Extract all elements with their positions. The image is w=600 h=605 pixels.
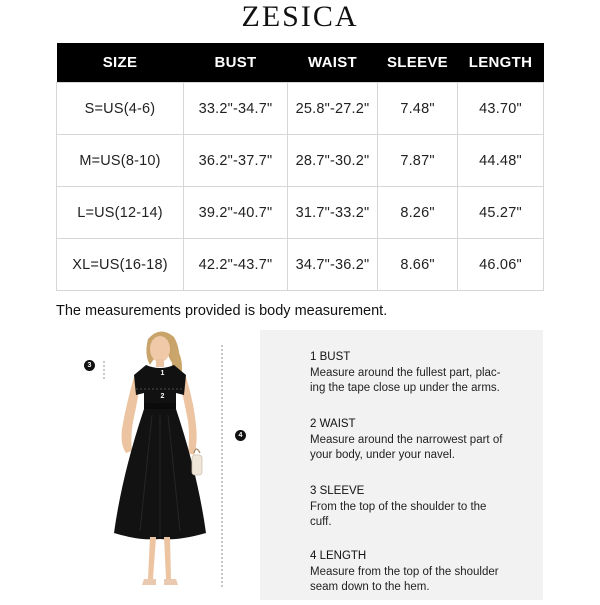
header-sleeve: SLEEVE <box>378 43 458 83</box>
cell-size: L=US(12-14) <box>57 187 184 239</box>
measure-length-title: 4 LENGTH <box>310 550 367 562</box>
measure-sleeve-text-line: From the top of the shoulder to the <box>310 501 487 513</box>
cell-sleeve: 7.87" <box>378 135 458 187</box>
badge-sleeve: 3 <box>84 360 95 371</box>
model-figure <box>60 325 260 600</box>
header-bust: BUST <box>184 43 288 83</box>
table-row <box>57 187 544 239</box>
cell-sleeve: 8.66" <box>378 239 458 291</box>
cell-waist: 28.7"-30.2" <box>288 135 378 187</box>
cell-waist: 25.8"-27.2" <box>288 83 378 135</box>
size-chart-table <box>56 43 544 291</box>
header-waist: WAIST <box>288 43 378 83</box>
cell-waist: 34.7"-36.2" <box>288 239 378 291</box>
measure-length <box>310 549 525 595</box>
cell-bust: 33.2"-34.7" <box>184 83 288 135</box>
brand-logo: ZESICA <box>241 0 359 33</box>
measure-length-text-line: Measure from the top of the shoulder <box>310 566 499 578</box>
table-row <box>57 135 544 187</box>
measure-sleeve <box>310 484 525 530</box>
measure-waist-title: 2 WAIST <box>310 418 356 430</box>
cell-length: 46.06" <box>458 239 544 291</box>
measurement-note: The measurements provided is body measurement. <box>56 303 388 319</box>
cell-size: S=US(4-6) <box>57 83 184 135</box>
cell-length: 44.48" <box>458 135 544 187</box>
measure-length-text-line: seam down to the hem. <box>310 581 430 593</box>
cell-bust: 36.2"-37.7" <box>184 135 288 187</box>
measure-bust <box>310 350 525 396</box>
badge-waist: 2 <box>157 391 168 402</box>
measure-bust-title: 1 BUST <box>310 351 351 363</box>
table-header-row <box>57 43 544 83</box>
measure-sleeve-title: 3 SLEEVE <box>310 485 365 497</box>
cell-bust: 39.2"-40.7" <box>184 187 288 239</box>
cell-length: 43.70" <box>458 83 544 135</box>
cell-size: XL=US(16-18) <box>57 239 184 291</box>
measure-sleeve-text-line: cuff. <box>310 516 332 528</box>
cell-waist: 31.7"-33.2" <box>288 187 378 239</box>
badge-length: 4 <box>235 430 246 441</box>
cell-size: M=US(8-10) <box>57 135 184 187</box>
cell-sleeve: 7.48" <box>378 83 458 135</box>
cell-sleeve: 8.26" <box>378 187 458 239</box>
cell-length: 45.27" <box>458 187 544 239</box>
measure-waist-text-line: Measure around the narrowest part of <box>310 434 503 446</box>
measure-bust-text-line: Measure around the fullest part, plac- <box>310 367 501 379</box>
measure-bust-text-line: ing the tape close up under the arms. <box>310 382 500 394</box>
badge-bust: 1 <box>157 368 168 379</box>
table-row <box>57 239 544 291</box>
cell-bust: 42.2"-43.7" <box>184 239 288 291</box>
header-length: LENGTH <box>458 43 544 83</box>
measure-waist <box>310 417 525 463</box>
header-size: SIZE <box>57 43 184 83</box>
measure-waist-text-line: your body, under your navel. <box>310 449 455 461</box>
table-row <box>57 83 544 135</box>
